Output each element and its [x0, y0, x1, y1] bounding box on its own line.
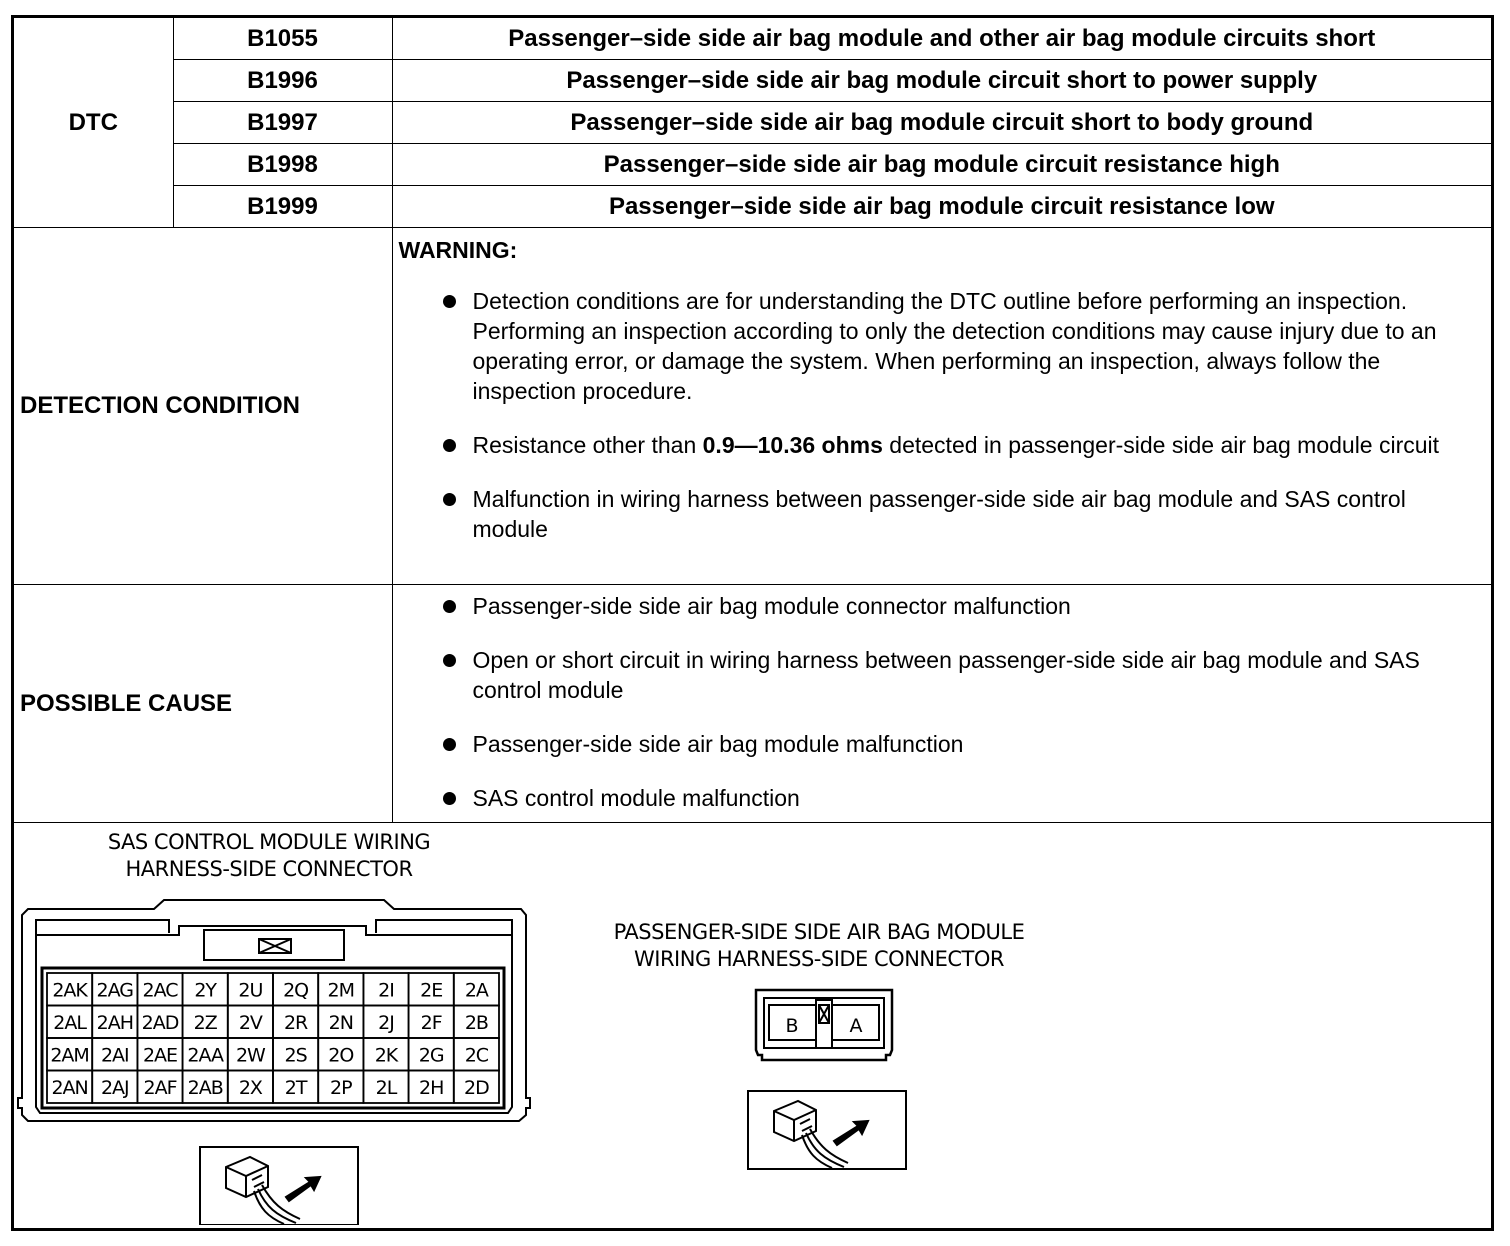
connector-diagrams	[14, 825, 1491, 1228]
sas-pin-label: 2D	[464, 1076, 489, 1099]
sas-pin-label: 2O	[328, 1044, 354, 1067]
airbag-title-line2: WIRING HARNESS-SIDE CONNECTOR	[634, 947, 1004, 971]
sas-pin-label: 2AC	[142, 979, 178, 1002]
dtc-info-frame	[11, 15, 1494, 1231]
sas-pin-label: 2AI	[100, 1044, 129, 1067]
detection-row	[14, 228, 1491, 585]
dtc-row	[14, 186, 1491, 228]
sas-pin-label: 2AD	[141, 1011, 179, 1034]
sas-pin-label: 2M	[327, 979, 355, 1002]
probe-icon-box	[200, 1147, 358, 1225]
sas-pin-label: 2J	[378, 1011, 394, 1034]
sas-pin-label: 2P	[330, 1076, 352, 1099]
detection-content	[392, 228, 1491, 585]
possible-cause-content	[392, 585, 1491, 823]
dtc-description: Passenger–side side air bag module circuit resistance low	[392, 186, 1491, 228]
sas-pin-label: 2AL	[53, 1011, 86, 1034]
sas-pin-label: 2Z	[193, 1011, 217, 1034]
sas-pin-label: 2AF	[143, 1076, 177, 1099]
sas-pin-label: 2R	[283, 1011, 308, 1034]
list-item: Detection conditions are for understanding the DTC outline before performing an inspection. Performing an inspection according to only the detection conditions may cause injury due to an operating error, or damage the system. When performing an inspection, always follow the inspection procedure.	[393, 286, 1492, 406]
airbag-connector-title	[589, 919, 1049, 973]
airbag-pin-a: A	[849, 1015, 863, 1037]
sas-pin-label: 2F	[420, 1011, 442, 1034]
possible-cause-list	[393, 591, 1492, 813]
resistance-prefix: Resistance other than	[472, 432, 703, 458]
sas-title-line2: HARNESS-SIDE CONNECTOR	[125, 857, 413, 881]
resistance-value: 0.9—10.36 ohms	[702, 432, 883, 458]
dtc-code: B1999	[173, 186, 392, 228]
sas-pin-label: 2E	[420, 979, 443, 1002]
dtc-code: B1996	[173, 60, 392, 102]
sas-pin-label: 2Y	[194, 979, 217, 1002]
sas-pin-label: 2AK	[52, 979, 87, 1002]
dtc-code: B1997	[173, 102, 392, 144]
dtc-label: DTC	[14, 18, 173, 228]
dtc-row	[14, 60, 1491, 102]
sas-pin-label: 2AN	[51, 1076, 88, 1099]
list-item: Passenger-side side air bag module connector malfunction	[393, 591, 1492, 621]
possible-cause-row	[14, 585, 1491, 823]
list-item	[393, 430, 1492, 460]
sas-pin-grid	[47, 973, 499, 1103]
airbag-connector-drawing	[734, 985, 994, 1205]
list-item: Open or short circuit in wiring harness between passenger-side side air bag module and SAS control module	[393, 645, 1492, 705]
sas-pin-label: 2AB	[187, 1076, 223, 1099]
possible-cause-label: POSSIBLE CAUSE	[14, 585, 392, 823]
sas-pin-label: 2I	[378, 979, 394, 1002]
dtc-code: B1055	[173, 18, 392, 60]
sas-pin-label: 2AH	[96, 1011, 133, 1034]
resistance-suffix: detected in passenger-side side air bag module circuit	[882, 432, 1440, 458]
sas-title-line1: SAS CONTROL MODULE WIRING	[107, 830, 431, 854]
sas-pin-label: 2AJ	[100, 1076, 129, 1099]
probe-icon	[774, 1101, 868, 1168]
dtc-description: Passenger–side side air bag module circuit short to power supply	[392, 60, 1491, 102]
list-item: Passenger-side side air bag module malfunction	[393, 729, 1492, 759]
dtc-code: B1998	[173, 144, 392, 186]
sas-pin-label: 2B	[464, 1011, 488, 1034]
airbag-title-line1: PASSENGER-SIDE SIDE AIR BAG MODULE	[613, 920, 1025, 944]
detection-label: DETECTION CONDITION	[14, 228, 392, 585]
sas-pin-label: 2AM	[50, 1044, 89, 1067]
sas-pin-label: 2K	[374, 1044, 398, 1067]
list-item: SAS control module malfunction	[393, 783, 1492, 813]
dtc-row	[14, 18, 1491, 60]
list-item: Malfunction in wiring harness between passenger-side side air bag module and SAS control module	[393, 484, 1492, 544]
probe-icon-box	[748, 1091, 906, 1169]
sas-pin-label: 2X	[238, 1076, 262, 1099]
probe-icon	[226, 1157, 320, 1224]
sas-pin-label: 2AA	[187, 1044, 224, 1067]
sas-pin-label: 2S	[284, 1044, 307, 1067]
detection-list	[393, 286, 1492, 544]
sas-pin-label: 2N	[328, 1011, 353, 1034]
sas-connector-drawing	[14, 825, 544, 1225]
sas-pin-label: 2AG	[96, 979, 134, 1002]
sas-pin-label: 2T	[284, 1076, 307, 1099]
warning-heading: WARNING:	[398, 237, 518, 263]
dtc-description: Passenger–side side air bag module circuit short to body ground	[392, 102, 1491, 144]
dtc-description: Passenger–side side air bag module and other air bag module circuits short	[392, 18, 1491, 60]
sas-pin-label: 2H	[419, 1076, 444, 1099]
sas-pin-label: 2G	[418, 1044, 444, 1067]
sas-pin-label: 2V	[238, 1011, 262, 1034]
sas-pin-label: 2A	[464, 979, 488, 1002]
dtc-row	[14, 102, 1491, 144]
dtc-row	[14, 144, 1491, 186]
airbag-pin-b: B	[785, 1015, 799, 1037]
dtc-description: Passenger–side side air bag module circuit resistance high	[392, 144, 1491, 186]
sas-pin-label: 2C	[464, 1044, 489, 1067]
sas-pin-label: 2Q	[283, 979, 309, 1002]
sas-pin-label: 2L	[375, 1076, 397, 1099]
sas-pin-label: 2W	[235, 1044, 265, 1067]
sas-pin-label: 2AE	[142, 1044, 178, 1067]
dtc-table	[14, 18, 1491, 823]
sas-pin-label: 2U	[238, 979, 263, 1002]
